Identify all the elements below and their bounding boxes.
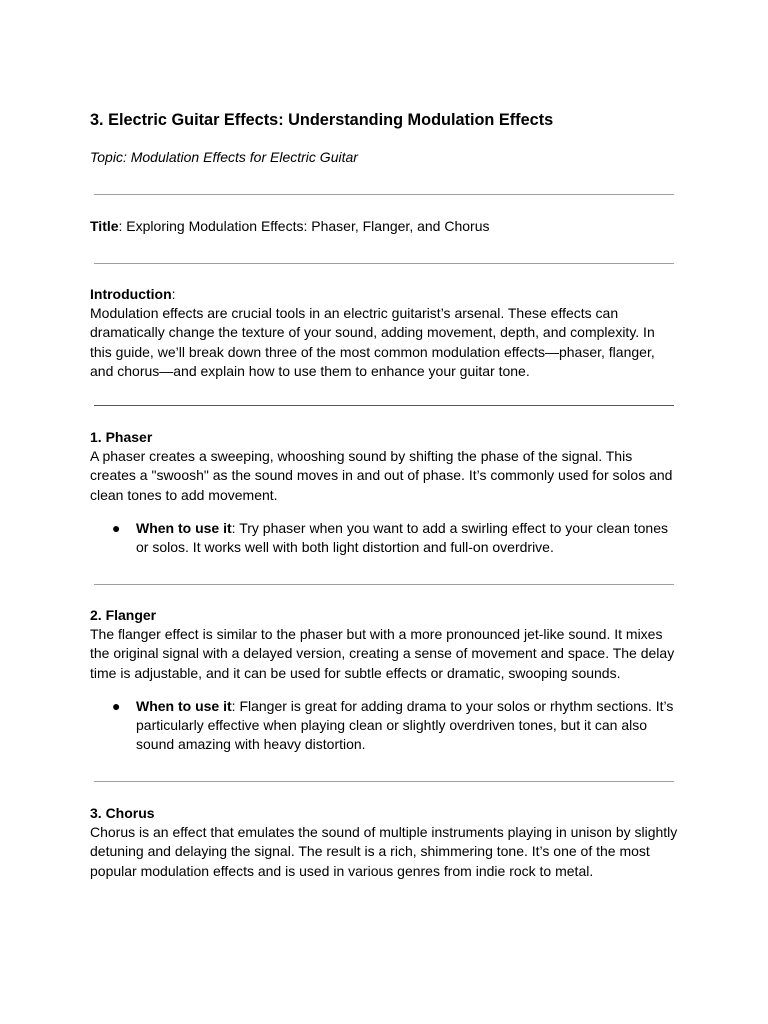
bullet-label: When to use it <box>136 520 232 536</box>
section-heading: 1. Phaser <box>90 429 153 445</box>
section-text: The flanger effect is similar to the phaser but with a more pronounced jet-like sound. It mixes the original signal with a delayed version, creating a sense of movement and space. The delay time is adjustable, and it can be used for subtle effects or dramatic, swooping sounds. <box>90 626 675 681</box>
section-flanger <box>90 606 680 683</box>
document-heading: 3. Electric Guitar Effects: Understanding Modulation Effects <box>90 111 554 129</box>
section-phaser <box>90 428 680 505</box>
intro-colon: : <box>171 286 176 302</box>
divider <box>94 263 674 264</box>
divider <box>94 194 674 195</box>
intro-label: Introduction <box>90 286 172 302</box>
bullet-icon: ● <box>112 520 121 536</box>
bullet-icon: ● <box>112 698 121 714</box>
section-heading: 2. Flanger <box>90 607 157 623</box>
divider <box>94 781 674 782</box>
bullet-text: : Try phaser when you want to add a swirling effect to your clean tones or solos. It works well with both light distortion and full-on overdrive. <box>136 520 668 556</box>
topic-line: Topic: Modulation Effects for Electric Guitar <box>90 149 358 165</box>
bullet-text: : Flanger is great for adding drama to your solos or rhythm sections. It’s particularly effective when playing clean or slightly overdriven tones, but it can also sound amazing with heavy distortion. <box>136 698 674 753</box>
title-label: Title <box>90 218 119 234</box>
section-heading: 3. Chorus <box>90 805 155 821</box>
intro-text: Modulation effects are crucial tools in an electric guitarist’s arsenal. These effects can dramatically change the texture of your sound, adding movement, depth, and complexity. In this guide, we’ll break down three of the most common modulation effects—phaser, flanger, and chorus—and explain how to use them to enhance your guitar tone. <box>90 305 655 379</box>
bullet-item <box>112 519 678 557</box>
title-text: : Exploring Modulation Effects: Phaser, Flanger, and Chorus <box>118 218 490 234</box>
divider <box>94 584 674 585</box>
divider <box>94 405 674 406</box>
section-text: Chorus is an effect that emulates the sound of multiple instruments playing in unison by slightly detuning and delaying the signal. The result is a rich, shimmering tone. It’s one of the most popular modulation effects and is used in various genres from indie rock to metal. <box>90 824 678 879</box>
bullet-item <box>112 697 678 755</box>
intro-paragraph <box>90 285 680 381</box>
section-chorus <box>90 804 680 881</box>
section-text: A phaser creates a sweeping, whooshing sound by shifting the phase of the signal. This creates a "swoosh" as the sound moves in and out of phase. It’s commonly used for solos and clean tones to add movement. <box>90 448 673 503</box>
title-line <box>90 217 680 236</box>
bullet-label: When to use it <box>136 698 232 714</box>
